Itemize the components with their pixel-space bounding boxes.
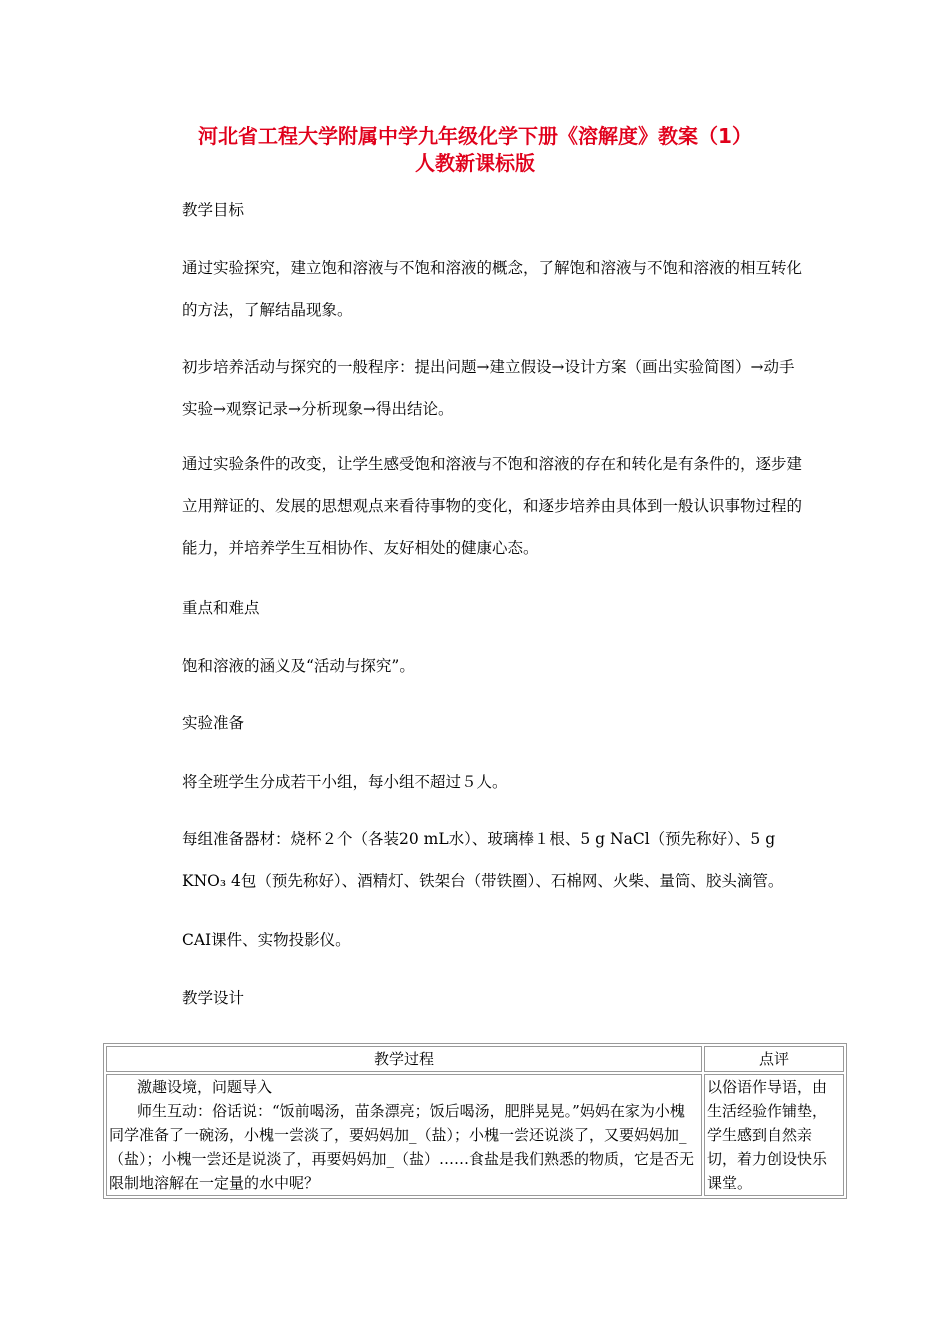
equipment-text: 每组准备器材：烧杯２个（各装20 mL水）、玻璃棒１根、5 g NaCl（预先称好）、5 g KNO₃ 4包（预先称好）、酒精灯、铁架台（带铁圈）、石棉网、火柴、量筒、胶头滴管。 — [182, 830, 784, 890]
goal-paragraph-1 — [145, 247, 805, 331]
comment-cell: 以俗语作导语，由生活经验作铺垫，学生感到自然亲切，着力创设快乐课堂。 — [704, 1074, 844, 1196]
document-title-line2: 人教新课标版 — [415, 151, 535, 175]
preparation-equipment — [145, 818, 805, 902]
header-comment: 点评 — [704, 1046, 844, 1072]
key-points-heading: 重点和难点 — [182, 599, 260, 617]
goals-heading: 教学目标 — [182, 201, 245, 219]
goal-3-text: 通过实验条件的改变，让学生感受饱和溶液与不饱和溶液的存在和转化是有条件的，逐步建立用辩证的、发展的思想观点来看待事物的变化，和逐步培养由具体到一般认识事物过程的能力，并培养学生互相协作、友好相处的健康心态。 — [182, 455, 803, 557]
process-cell — [106, 1074, 702, 1196]
table-row — [106, 1074, 844, 1196]
key-points-text: 饱和溶液的涵义及“活动与探究”。 — [182, 657, 415, 675]
preparation-heading: 实验准备 — [182, 714, 245, 732]
preparation-grouping: 将全班学生分成若干小组，每小组不超过５人。 — [182, 773, 508, 791]
goal-1-text: 通过实验探究，建立饱和溶液与不饱和溶液的概念，了解饱和溶液与不饱和溶液的相互转化的方法，了解结晶现象。 — [182, 259, 803, 319]
document-title-line1: 河北省工程大学附属中学九年级化学下册《溶解度》教案（1） — [198, 124, 752, 148]
goal-2-text: 初步培养活动与探究的一般程序：提出问题→建立假设→设计方案（画出实验简图）→动手实验→观察记录→分析现象→得出结论。 — [182, 358, 795, 418]
process-text: 师生互动：俗话说：“饭前喝汤，苗条漂亮；饭后喝汤，肥胖晃晃。”妈妈在家为小槐同学准备了一碗汤，小槐一尝淡了，要妈妈加_（盐）；小槐一尝还说淡了，又要妈妈加_（盐）；小槐一尝还是说淡了，再要妈妈加_（盐）……食盐是我们熟悉的物质，它是否无限制地溶解在一定量的水中呢？ — [109, 1102, 695, 1192]
process-heading: 激趣设境，问题导入 — [137, 1078, 273, 1096]
teaching-design-table — [103, 1043, 847, 1199]
table-header-row — [106, 1046, 844, 1072]
preparation-media: CAI课件、实物投影仪。 — [182, 931, 351, 949]
header-process: 教学过程 — [106, 1046, 702, 1072]
goal-paragraph-2 — [145, 346, 805, 430]
design-heading: 教学设计 — [182, 989, 245, 1007]
goal-paragraph-3 — [145, 443, 805, 569]
